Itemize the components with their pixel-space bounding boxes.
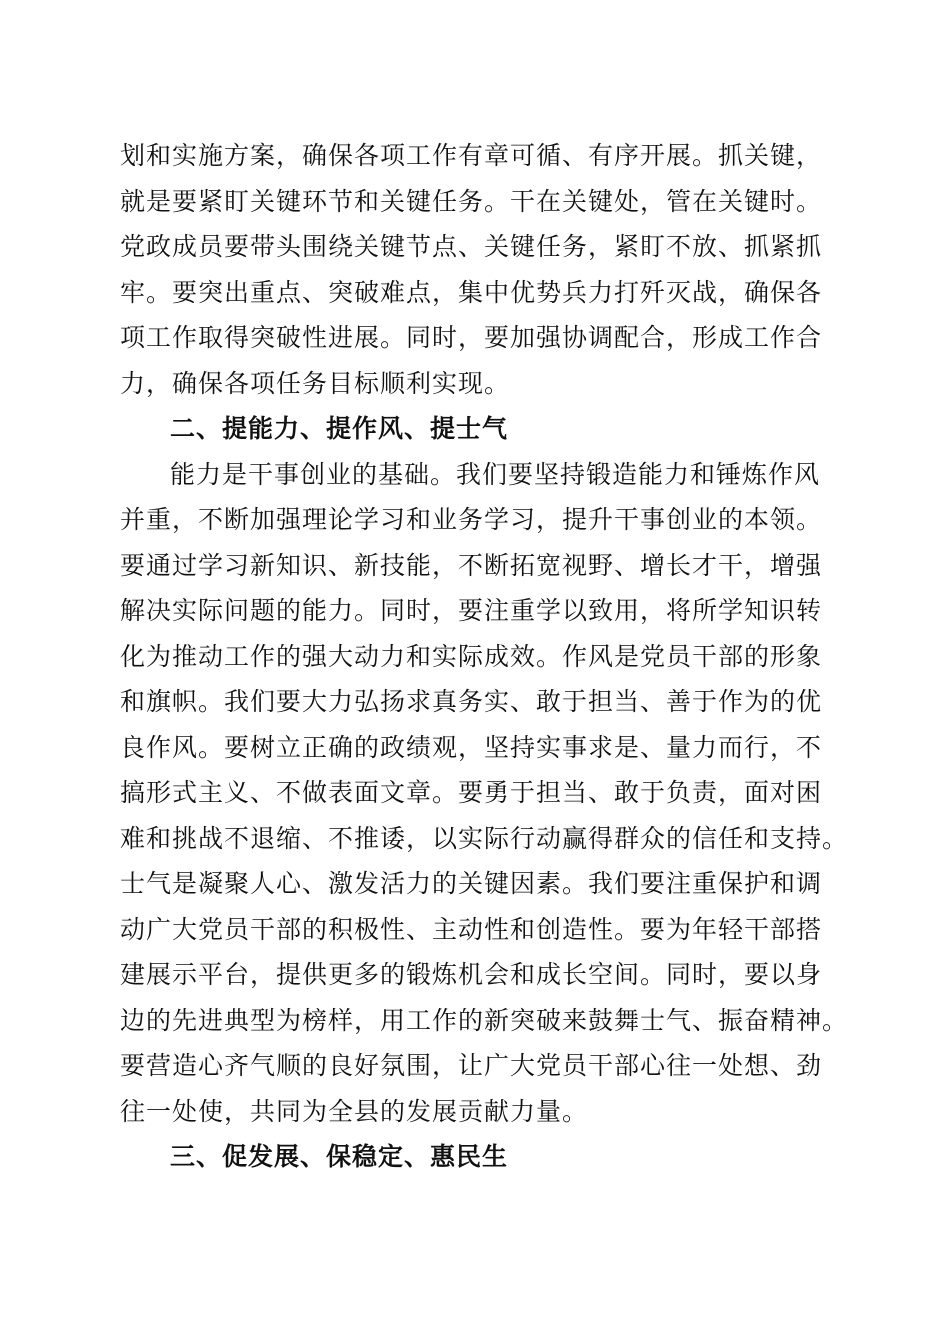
- paragraph-line: 搞形式主义、不做表面文章。要勇于担当、敢于负责，面对困: [120, 778, 823, 807]
- paragraph-line: 划和实施方案，确保各项工作有章可循、有序开展。抓关键，: [120, 141, 823, 170]
- section-heading-3: 三、促发展、保稳定、惠民生: [170, 1142, 509, 1171]
- paragraph-line: 边的先进典型为榜样，用工作的新突破来鼓舞士气、振奋精神。: [120, 1005, 849, 1035]
- paragraph-line: 牢。要突出重点、突破难点，集中优势兵力打歼灭战，确保各: [120, 277, 823, 307]
- paragraph-line: 动广大党员干部的积极性、主动性和创造性。要为年轻干部搭: [120, 914, 823, 944]
- paragraph-line: 并重，不断加强理论学习和业务学习，提升干事创业的本领。: [120, 505, 823, 534]
- paragraph-line: 能力是干事创业的基础。我们要坚持锻造能力和锤炼作风: [170, 459, 821, 489]
- paragraph-line: 力，确保各项任务目标顺利实现。: [120, 368, 511, 398]
- paragraph-line: 要营造心齐气顺的良好氛围，让广大党员干部心往一处想、劲: [120, 1051, 823, 1080]
- paragraph-line: 党政成员要带头围绕关键节点、关键任务，紧盯不放、抓紧抓: [120, 232, 823, 261]
- paragraph-line: 解决实际问题的能力。同时，要注重学以致用，将所学知识转: [120, 596, 823, 625]
- paragraph-line: 良作风。要树立正确的政绩观，坚持实事求是、量力而行，不: [120, 732, 823, 762]
- paragraph-line: 就是要紧盯关键环节和关键任务。干在关键处，管在关键时。: [120, 186, 823, 216]
- paragraph-line: 要通过学习新知识、新技能，不断拓宽视野、增长才干，增强: [120, 550, 823, 580]
- paragraph-line: 士气是凝聚人心、激发活力的关键因素。我们要注重保护和调: [120, 869, 823, 898]
- paragraph-line: 难和挑战不退缩、不推诿，以实际行动赢得群众的信任和支持。: [120, 823, 849, 853]
- section-heading-2: 二、提能力、提作风、提士气: [170, 414, 509, 443]
- paragraph-line: 建展示平台，提供更多的锻炼机会和成长空间。同时，要以身: [120, 960, 823, 989]
- paragraph-line: 化为推动工作的强大动力和实际成效。作风是党员干部的形象: [120, 641, 823, 671]
- body-text: [120, 133, 849, 1180]
- paragraph-line: 项工作取得突破性进展。同时，要加强协调配合，形成工作合: [120, 323, 823, 352]
- paragraph-line: 往一处使，共同为全县的发展贡献力量。: [120, 1096, 589, 1126]
- paragraph-line: 和旗帜。我们要大力弘扬求真务实、敢于担当、善于作为的优: [120, 687, 823, 716]
